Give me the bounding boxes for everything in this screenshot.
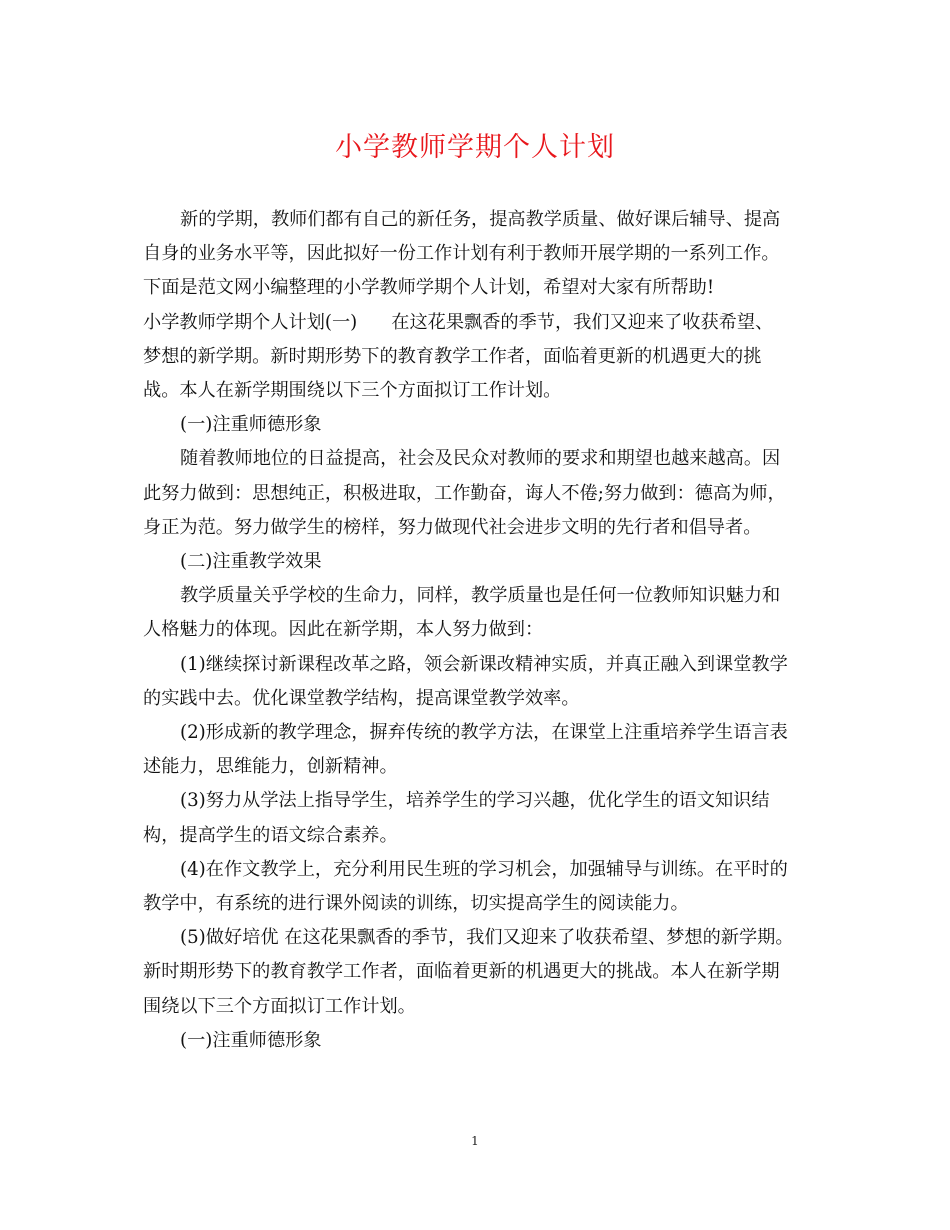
- paragraph-line: 随着教师地位的日益提高，社会及民众对教师的要求和期望也越来越高。因: [180, 448, 781, 470]
- paragraph-line: 人格魅力的体现。因此在新学期，本人努力做到：: [143, 619, 544, 641]
- paragraph-line: [143, 306, 813, 340]
- section-heading: (一)注重师德形象: [180, 1029, 322, 1051]
- section-heading: (二)注重教学效果: [180, 551, 322, 573]
- paragraph-line: 述能力，思维能力，创新精神。: [143, 756, 398, 778]
- paragraph-line: 教学质量关乎学校的生命力，同样，教学质量也是任何一位教师知识魅力和: [180, 585, 781, 607]
- document-title: 小学教师学期个人计划: [335, 132, 615, 163]
- section-plan-label: 小学教师学期个人计划(一): [143, 311, 358, 333]
- paragraph-line: 自身的业务水平等，因此拟好一份工作计划有利于教师开展学期的一系列工作。: [143, 243, 780, 265]
- paragraph-line: 教学中，有系统的进行课外阅读的训练，切实提高学生的阅读能力。: [143, 893, 689, 915]
- paragraph-text: 在这花果飘香的季节，我们又迎来了收获希望、: [391, 311, 774, 333]
- paragraph-line: 此努力做到：思想纯正，积极进取，工作勤奋，诲人不倦;努力做到：德高为师，: [143, 482, 786, 504]
- paragraph-line: 下面是范文网小编整理的小学教师学期个人计划，希望对大家有所帮助!: [143, 277, 715, 299]
- paragraph-line: (2)形成新的教学理念，摒弃传统的教学方法，在课堂上注重培养学生语言表: [180, 722, 788, 744]
- paragraph-line: 构，提高学生的语文综合素养。: [143, 824, 398, 846]
- paragraph-line: 新的学期，教师们都有自己的新任务，提高教学质量、做好课后辅导、提高: [180, 209, 781, 230]
- page-number: 1: [471, 1134, 479, 1148]
- paragraph-line: (4)在作文教学上，充分利用民生班的学习机会，加强辅导与训练。在平时的: [180, 858, 788, 880]
- paragraph-line: 战。本人在新学期围绕以下三个方面拟订工作计划。: [143, 380, 562, 402]
- paragraph-line: (1)继续探讨新课程改革之路，领会新课改精神实质，并真正融入到课堂教学: [180, 653, 788, 675]
- paragraph-line: (3)努力从学法上指导学生，培养学生的学习兴趣，优化学生的语文知识结: [180, 790, 770, 812]
- paragraph-line: 围绕以下三个方面拟订工作计划。: [143, 995, 416, 1017]
- section-heading: (一)注重师德形象: [180, 414, 322, 436]
- paragraph-line: 新时期形势下的教育教学工作者，面临着更新的机遇更大的挑战。本人在新学期: [143, 961, 780, 983]
- paragraph-line: 身正为范。努力做学生的榜样，努力做现代社会进步文明的先行者和倡导者。: [143, 516, 762, 538]
- document-body: [143, 203, 813, 1058]
- paragraph-line: 梦想的新学期。新时期形势下的教育教学工作者，面临着更新的机遇更大的挑: [143, 345, 762, 367]
- paragraph-line: 的实践中去。优化课堂教学结构，提高课堂教学效率。: [143, 687, 580, 709]
- paragraph-line: (5)做好培优 在这花果飘香的季节，我们又迎来了收获希望、梦想的新学期。: [180, 927, 794, 949]
